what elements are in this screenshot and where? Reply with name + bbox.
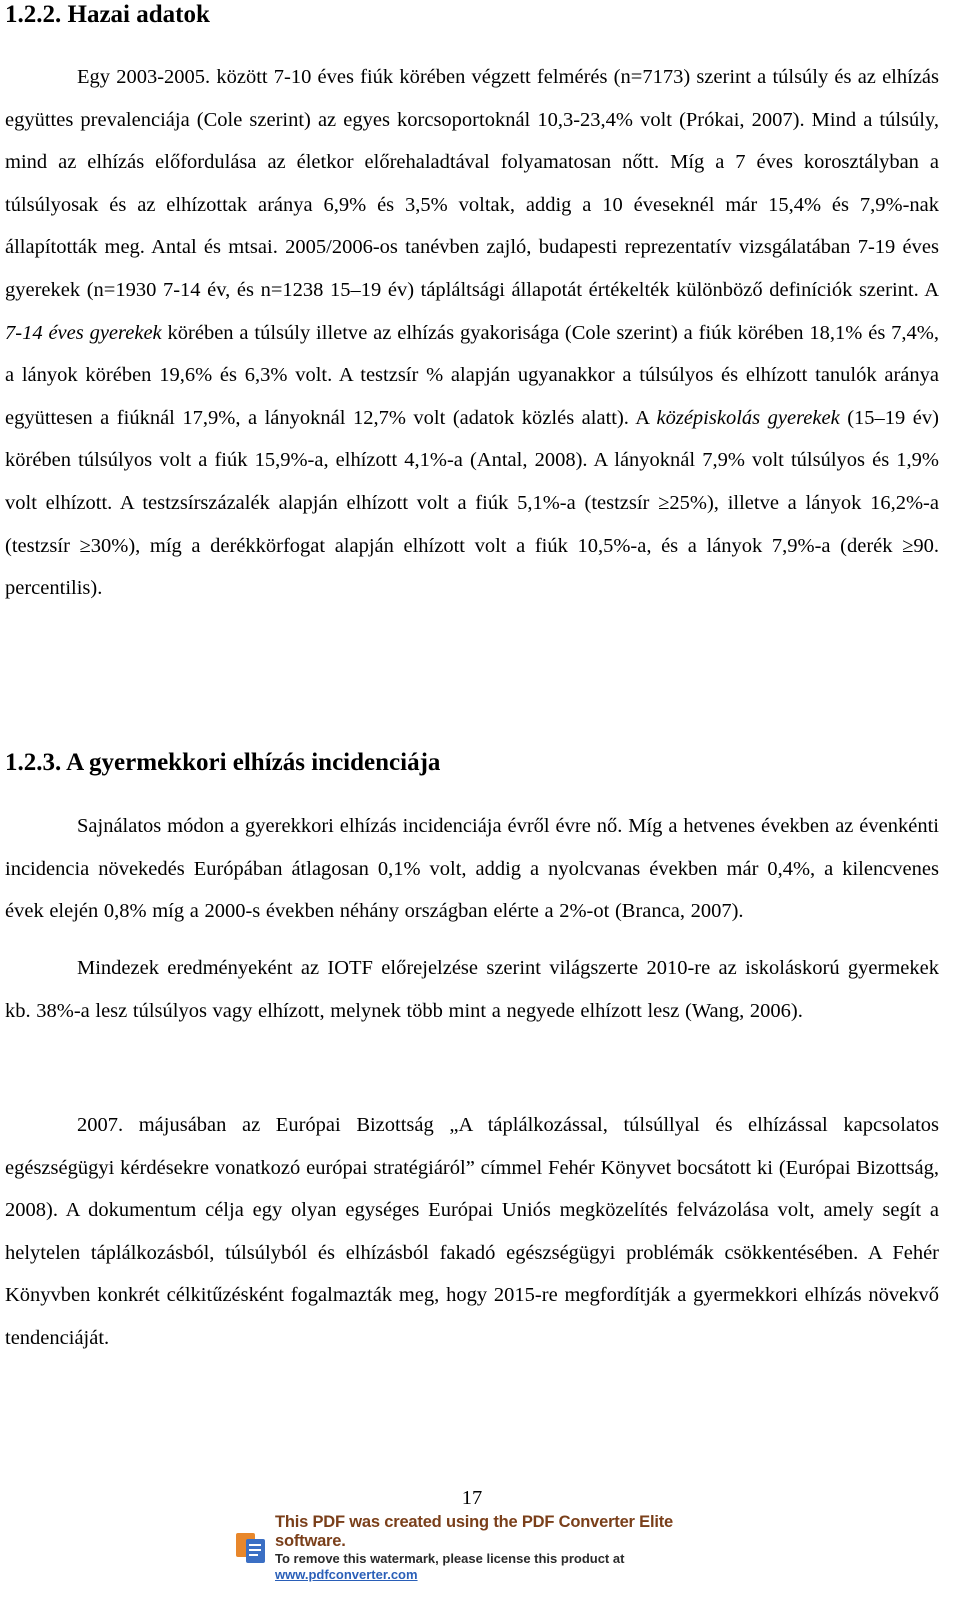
pdf-converter-logo-icon xyxy=(233,1530,269,1566)
paragraph-text: Sajnálatos módon a gyerekkori elhízás incidenciája évről évre nő. Míg a hetvenes években az évenkénti incidencia növekedés Európában átlagosan 0,1% volt, addig a nyolcvanas években már 0,4%, a kilencvenes évek elején 0,8% míg a 2000-s években néhány országban elérte a 2%-ot (Branca, 2007). xyxy=(5,815,939,923)
paragraph-text: körében a túlsúly illetve az elhízás gyakorisága (Cole szerint) a fiúk körében 18,1% és 7,4%, a lányok körében 19,6% és 6,3% volt. A testzsír % alapján ugyanakkor a túlsúlyos és elhízott tanulók aránya együttesen a fiúknál 17,9%, a lányoknál 12,7% volt (adatok közlés alatt). A xyxy=(5,321,939,429)
paragraph-text: 2007. májusában az Európai Bizottság „A táplálkozással, túlsúllyal és elhízással kapcsolatos egészségügyi kérdésekre vonatkozó európai stratégiáról” címmel Fehér Könyvet bocsátott ki (Európai Bizottság, 2008). A dokumentum célja egy olyan egységes Európai Uniós megközelítés felvázolása volt, amely segít a helytelen táplálkozásból, túlsúlyból és elhízásból fakadó egészségügyi problémák csökkentésében. A Fehér Könyvben konkrét célkitűzésként fogalmazták meg, hogy 2015-re megfordítják a gyermekkori elhízás növekvő tendenciáját. xyxy=(5,1114,939,1349)
watermark-subtitle xyxy=(275,1551,733,1583)
watermark-title: This PDF was created using the PDF Converter Elite software. xyxy=(275,1513,674,1550)
pdf-converter-watermark xyxy=(233,1513,733,1582)
emphasis-text: 7-14 éves gyerekek xyxy=(5,321,162,344)
emphasis-text: középiskolás gyerekek xyxy=(656,406,840,429)
paragraph-text: (15–19 év) körében túlsúlyos volt a fiúk 15,9%-a, elhízott 4,1%-a (Antal, 2008). A lányoknál 7,9% volt túlsúlyos és 1,9% volt elhízott. A testzsírszázalék alapján elhízott volt a fiúk 5,1%-a (testzsír ≥25%), illetve a lányok 16,2%-a (testzsír ≥30%), míg a derékkörfogat alapján elhízott volt a fiúk 10,5%-a, és a lányok 7,9%-a (derék ≥90. percentilis). xyxy=(5,406,939,600)
paragraph xyxy=(5,1104,939,1360)
paragraph xyxy=(5,947,939,1032)
paragraph-text: Mindezek eredményeként az IOTF előrejelzése szerint világszerte 2010-re az iskoláskorú gyermekek kb. 38%-a lesz túlsúlyos vagy elhízott, melynek több mint a negyede elhízott lesz (Wang, 2006). xyxy=(5,957,939,1022)
page-number: 17 xyxy=(461,1487,483,1509)
paragraph xyxy=(5,805,939,933)
paragraph-text: Egy 2003-2005. között 7-10 éves fiúk körében végzett felmérés (n=7173) szerint a túlsúly és az elhízás együttes prevalenciája (Cole szerint) az egyes korcsoportoknál 10,3-23,4% volt (Prókai, 2007). Mind a túlsúly, mind az elhízás előfordulása az életkor előrehaladtával folyamatosan nőtt. Míg a 7 éves korosztályban a túlsúlyosak és az elhízottak aránya 6,9% és 3,5% voltak, addig a 10 éveseknél már 15,4% és 7,9%-nak állapították meg. Antal és mtsai. 2005/2006-os tanévben zajló, budapesti reprezentatív vizsgálatában 7-19 éves gyerekek (n=1930 7-14 év, és n=1238 15–19 év) tápláltsági állapotát értékelték különböző definíciók szerint. A xyxy=(5,66,939,301)
watermark-subtitle-text: To remove this watermark, please license this product at xyxy=(275,1551,625,1566)
section-heading-hazai-adatok: 1.2.2. Hazai adatok xyxy=(5,1,210,28)
watermark-link[interactable]: www.pdfconverter.com xyxy=(275,1567,418,1582)
section-heading-incidencia: 1.2.3. A gyermekkori elhízás incidenciája xyxy=(5,749,441,776)
paragraph xyxy=(5,56,939,610)
